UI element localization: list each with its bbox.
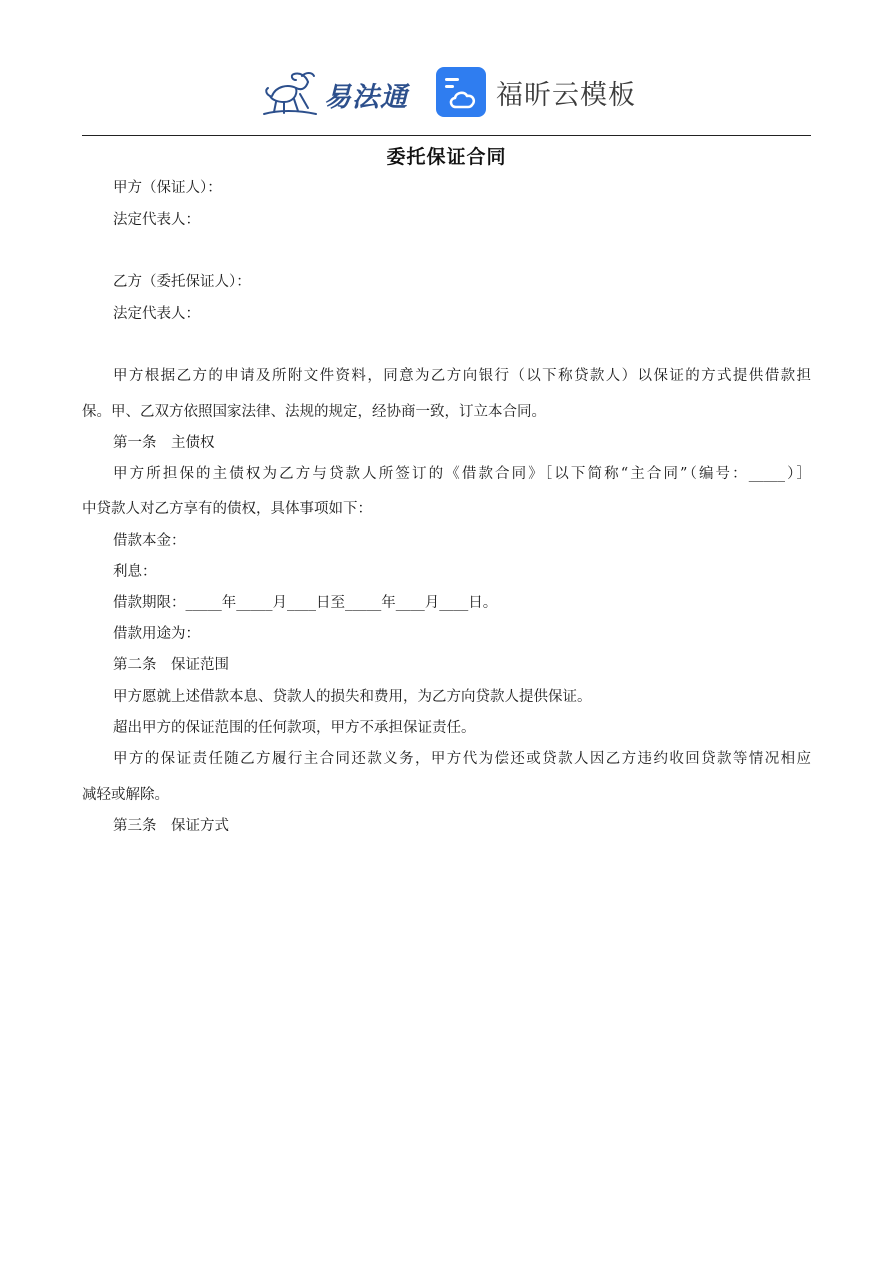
foxit-template-logo-text: 福昕云模板: [496, 79, 636, 111]
loan-principal: 借款本金：: [113, 533, 186, 549]
yifatong-logo: [262, 64, 408, 120]
loan-term: 借款期限：_____年_____月____日至_____年____月____日。: [113, 595, 498, 611]
article-1-heading: 第一条 主债权: [113, 435, 215, 451]
qilin-icon: [262, 66, 320, 118]
loan-purpose: 借款用途为：: [113, 626, 200, 642]
article-1-text-line-2: 中贷款人对乙方享有的债权，具体事项如下：: [82, 501, 372, 517]
preamble-line-2: 保。甲、乙双方依照国家法律、法规的规定，经协商一致，订立本合同。: [82, 404, 546, 420]
article-1-text-line-1: 甲方所担保的主债权为乙方与贷款人所签订的《借款合同》［以下简称“主合同”（编号：_____）］: [113, 466, 811, 482]
header-divider: [82, 135, 811, 136]
party-a-guarantor: 甲方（保证人）：: [113, 180, 222, 196]
party-a-legal-representative: 法定代表人：: [113, 212, 200, 228]
article-3-heading: 第三条 保证方式: [113, 818, 229, 834]
article-2-text-1: 甲方愿就上述借款本息、贷款人的损失和费用，为乙方向贷款人提供保证。: [113, 689, 592, 705]
document-title: 委托保证合同: [386, 146, 507, 168]
preamble-line-1: 甲方根据乙方的申请及所附文件资料，同意为乙方向银行（以下称贷款人）以保证的方式提供借款担: [113, 368, 811, 384]
foxit-template-logo: [436, 64, 636, 120]
party-b-legal-representative: 法定代表人：: [113, 306, 200, 322]
article-2-heading: 第二条 保证范围: [113, 657, 229, 673]
article-2-text-3-line-1: 甲方的保证责任随乙方履行主合同还款义务，甲方代为偿还或贷款人因乙方违约收回贷款等情况相应: [113, 751, 811, 767]
header-logos: [0, 58, 893, 122]
party-b-principal: 乙方（委托保证人）：: [113, 274, 251, 290]
article-2-text-2: 超出甲方的保证范围的任何款项，甲方不承担保证责任。: [113, 720, 476, 736]
article-2-text-3-line-2: 减轻或解除。: [82, 787, 169, 803]
cloud-document-icon: [436, 67, 486, 117]
loan-interest: 利息：: [113, 564, 157, 580]
yifatong-logo-text: 易法通: [324, 81, 408, 113]
